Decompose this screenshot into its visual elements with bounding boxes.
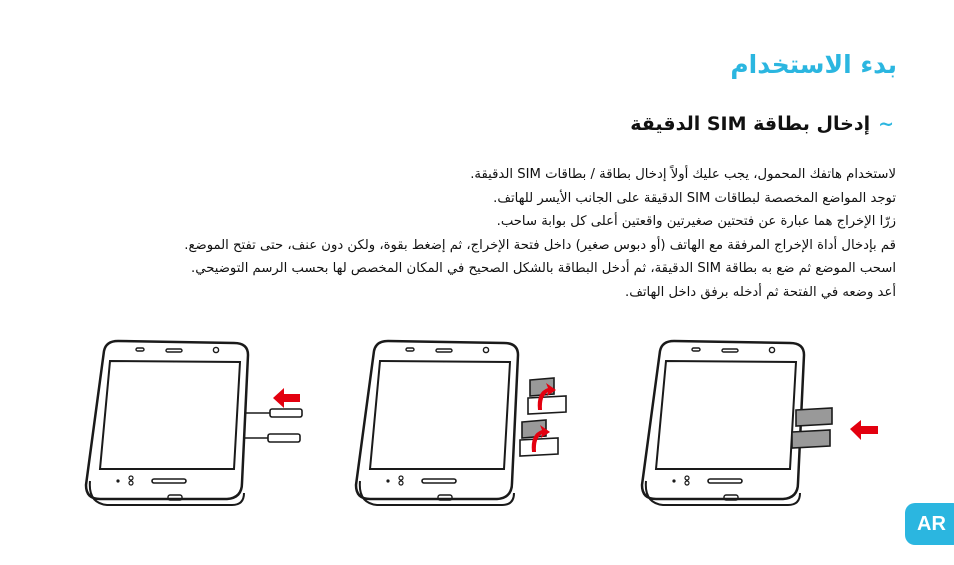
illustrations-svg: [0, 330, 954, 520]
section-heading: [630, 113, 894, 135]
instruction-line: قم بإدخال أداة الإخراج المرفقة مع الهاتف (أو دبوس صغير) داخل فتحة الإخراج، ثم إضغط بقوة، ولكن دون عنف، حتى تفتح الموضع.: [184, 237, 896, 253]
instruction-line: توجد المواضع المخصصة لبطاقات SIM الدقيقة على الجانب الأيسر للهاتف.: [493, 190, 896, 206]
instruction-line: لاستخدام هاتفك المحمول، يجب عليك أولاً إدخال بطاقة / بطاقات SIM الدقيقة.: [470, 167, 896, 182]
instructions-text: [136, 163, 896, 304]
section-tilde: ~: [878, 113, 894, 135]
instruction-line: أعد وضعه في الفتحة ثم أدخله برفق داخل الهاتف.: [625, 284, 896, 300]
phone-trays-inserted-illustration-icon: [642, 341, 878, 505]
phone-eject-pin-illustration-icon: [86, 341, 302, 505]
instruction-line: زرّا الإخراج هما عبارة عن فتحتين صغيرتين واقعتين أعلى كل بوابة ساحب.: [496, 214, 896, 229]
instruction-line: اسحب الموضع ثم ضع به بطاقة SIM الدقيقة، ثم أدخل البطاقة بالشكل الصحيح في المكان المخصص لها بحسب الرسم التوضيحي.: [191, 261, 896, 276]
section-heading-text: إدخال بطاقة SIM الدقيقة: [630, 113, 871, 135]
page-title: بدء الاستخدام: [730, 50, 897, 79]
language-badge: AR: [905, 503, 954, 545]
phone-open-trays-illustration-icon: [356, 341, 566, 505]
illustrations: [0, 330, 954, 524]
